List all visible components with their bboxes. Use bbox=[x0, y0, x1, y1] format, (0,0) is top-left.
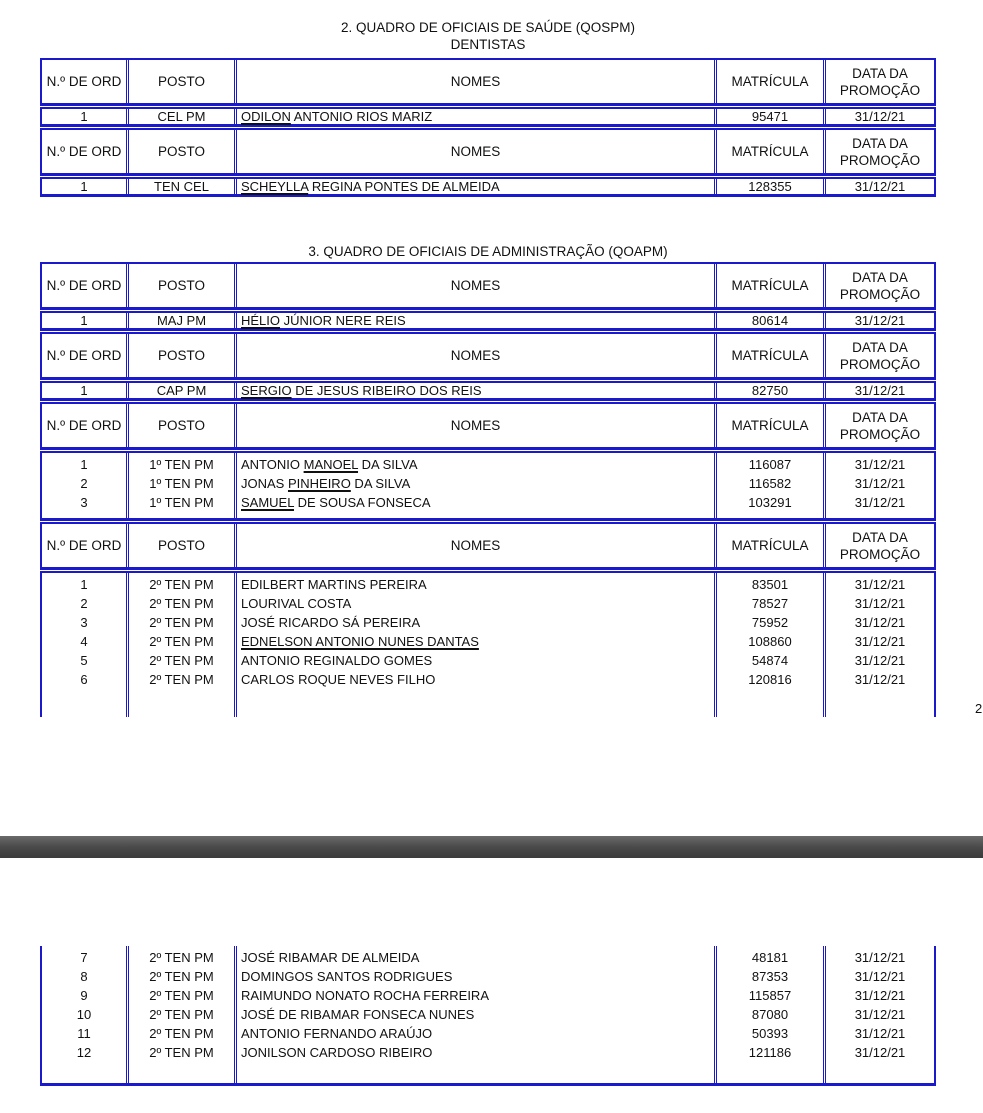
name-post: DA SILVA bbox=[358, 457, 418, 472]
cell-matricula: 120816 bbox=[748, 672, 792, 687]
cell-matricula: 87353 bbox=[751, 969, 789, 984]
cell-posto: 2º TEN PM bbox=[149, 969, 214, 984]
header-nomes: NOMES bbox=[234, 264, 714, 307]
table-header bbox=[40, 522, 936, 570]
header-ord: N.º DE ORD bbox=[46, 348, 122, 363]
cell-matricula: 78527 bbox=[751, 596, 789, 611]
cell-nome bbox=[241, 651, 714, 670]
document-page-2 bbox=[0, 858, 983, 1113]
table-row bbox=[40, 107, 936, 127]
name-underlined: HÉLIO bbox=[241, 313, 281, 328]
header-matricula: MATRÍCULA bbox=[714, 130, 823, 173]
cell-nome bbox=[234, 383, 714, 398]
table-header bbox=[40, 262, 936, 310]
cell-posto: 2º TEN PM bbox=[149, 653, 214, 668]
name-rest: ANTONIO RIOS MARIZ bbox=[290, 109, 433, 124]
header-ord: N.º DE ORD bbox=[46, 538, 122, 553]
header-posto: POSTO bbox=[126, 334, 234, 377]
cell-ord: 3 bbox=[80, 495, 88, 510]
name-post: DA SILVA bbox=[350, 476, 411, 491]
table-row-group bbox=[40, 451, 936, 521]
header-data: DATA DA PROMOÇÃO bbox=[823, 404, 934, 447]
cell-nome bbox=[241, 575, 714, 594]
cell-ord: 11 bbox=[77, 1026, 91, 1041]
col-posto bbox=[126, 946, 234, 1083]
cell-nome bbox=[234, 179, 714, 194]
header-posto: POSTO bbox=[126, 524, 234, 567]
cell-data: 31/12/21 bbox=[823, 313, 934, 328]
cell-matricula: 87080 bbox=[751, 1007, 789, 1022]
col-matricula bbox=[714, 946, 823, 1083]
cell-data: 31/12/21 bbox=[854, 988, 906, 1003]
cell-matricula: 83501 bbox=[751, 577, 789, 592]
name-pre: JONAS bbox=[241, 476, 288, 491]
cell-posto: 1º TEN PM bbox=[149, 457, 214, 472]
table-row bbox=[40, 381, 936, 401]
cell-posto: 2º TEN PM bbox=[149, 672, 214, 687]
cell-matricula: 108860 bbox=[748, 634, 792, 649]
name-underlined: ODILON bbox=[241, 109, 291, 124]
cell-data: 31/12/21 bbox=[854, 950, 906, 965]
cell-nome: JOSÉ DE RIBAMAR FONSECA NUNES bbox=[241, 1007, 475, 1022]
cell-nome: RAIMUNDO NONATO ROCHA FERREIRA bbox=[241, 988, 489, 1003]
name-underlined: EDNELSON ANTONIO NUNES DANTAS bbox=[241, 634, 479, 649]
name-post: DE SOUSA FONSECA bbox=[293, 495, 431, 510]
cell-nome bbox=[234, 109, 714, 124]
col-data bbox=[823, 573, 934, 717]
cell-posto: MAJ PM bbox=[126, 313, 234, 328]
cell-matricula: 128355 bbox=[714, 179, 823, 194]
col-nome bbox=[234, 946, 714, 1083]
header-posto: POSTO bbox=[126, 264, 234, 307]
cell-posto: CEL PM bbox=[126, 109, 234, 124]
cell-matricula: 121186 bbox=[748, 1045, 792, 1060]
cell-matricula: 48181 bbox=[751, 950, 789, 965]
header-data: DATA DA PROMOÇÃO bbox=[823, 264, 934, 307]
header-matricula: MATRÍCULA bbox=[714, 334, 823, 377]
cell-ord: 1 bbox=[80, 179, 88, 194]
header-matricula: MATRÍCULA bbox=[714, 264, 823, 307]
header-data: DATA DA PROMOÇÃO bbox=[823, 524, 934, 567]
cell-matricula: 115857 bbox=[748, 988, 792, 1003]
section-2-title: 2. QUADRO DE OFICIAIS DE SAÚDE (QOSPM) bbox=[340, 20, 636, 35]
cell-posto: 1º TEN PM bbox=[149, 495, 214, 510]
cell-data: 31/12/21 bbox=[854, 1007, 906, 1022]
dentistas-table bbox=[40, 58, 936, 197]
cell-ord: 4 bbox=[80, 634, 88, 649]
header-data: DATA DA PROMOÇÃO bbox=[823, 130, 934, 173]
name-text: LOURIVAL COSTA bbox=[241, 596, 352, 611]
table-header bbox=[40, 58, 936, 106]
cell-nome bbox=[241, 493, 714, 512]
header-nomes: NOMES bbox=[234, 130, 714, 173]
table-row-group bbox=[40, 571, 936, 717]
cell-data: 31/12/21 bbox=[854, 634, 906, 649]
cell-posto: 2º TEN PM bbox=[149, 577, 214, 592]
page-edge-mark: 2 bbox=[975, 701, 983, 716]
cell-nome bbox=[241, 455, 714, 474]
cell-data: 31/12/21 bbox=[854, 1026, 906, 1041]
cell-matricula: 95471 bbox=[714, 109, 823, 124]
name-rest: JÚNIOR NERE REIS bbox=[280, 313, 406, 328]
cell-posto: 2º TEN PM bbox=[149, 1026, 214, 1041]
cell-nome bbox=[241, 670, 714, 689]
col-data bbox=[823, 946, 934, 1083]
col-nome bbox=[234, 573, 714, 717]
cell-ord: 1 bbox=[80, 109, 88, 124]
cell-matricula: 82750 bbox=[714, 383, 823, 398]
cell-data: 31/12/21 bbox=[823, 179, 934, 194]
header-nomes: NOMES bbox=[234, 404, 714, 447]
cell-nome bbox=[241, 613, 714, 632]
name-text: JOSÉ RICARDO SÁ PEREIRA bbox=[241, 615, 421, 630]
cell-posto: 2º TEN PM bbox=[149, 950, 214, 965]
table-header bbox=[40, 402, 936, 450]
cell-ord: 6 bbox=[80, 672, 88, 687]
header-data: DATA DA PROMOÇÃO bbox=[823, 334, 934, 377]
cell-nome bbox=[241, 594, 714, 613]
name-text: EDILBERT MARTINS PEREIRA bbox=[241, 577, 427, 592]
header-nomes: NOMES bbox=[234, 334, 714, 377]
cell-data: 31/12/21 bbox=[854, 615, 906, 630]
header-posto: POSTO bbox=[126, 130, 234, 173]
administracao-table bbox=[40, 262, 936, 717]
col-matricula bbox=[714, 573, 823, 717]
header-ord: N.º DE ORD bbox=[46, 278, 122, 293]
cell-data: 31/12/21 bbox=[854, 969, 906, 984]
table-row-group bbox=[40, 946, 936, 1086]
cell-matricula: 50393 bbox=[751, 1026, 789, 1041]
cell-data: 31/12/21 bbox=[854, 1045, 906, 1060]
cell-data: 31/12/21 bbox=[854, 672, 906, 687]
cell-matricula: 75952 bbox=[751, 615, 789, 630]
col-matricula bbox=[714, 453, 823, 518]
cell-posto: 2º TEN PM bbox=[149, 634, 214, 649]
cell-ord: 1 bbox=[80, 577, 88, 592]
cell-ord: 3 bbox=[80, 615, 88, 630]
cell-ord: 5 bbox=[80, 653, 88, 668]
cell-posto: 2º TEN PM bbox=[149, 596, 214, 611]
name-underlined: SAMUEL bbox=[241, 495, 294, 510]
cell-ord: 1 bbox=[80, 457, 88, 472]
col-ord bbox=[42, 453, 126, 518]
col-posto bbox=[126, 573, 234, 717]
cell-ord: 12 bbox=[76, 1045, 92, 1060]
cell-matricula: 116582 bbox=[748, 476, 792, 491]
cell-nome bbox=[241, 474, 714, 493]
cell-data: 31/12/21 bbox=[854, 577, 906, 592]
page-separator bbox=[0, 836, 983, 858]
header-matricula: MATRÍCULA bbox=[714, 404, 823, 447]
header-ord: N.º DE ORD bbox=[46, 144, 122, 159]
cell-data: 31/12/21 bbox=[823, 109, 934, 124]
cell-data: 31/12/21 bbox=[854, 457, 906, 472]
header-ord: N.º DE ORD bbox=[46, 418, 122, 433]
name-pre: ANTONIO bbox=[241, 457, 304, 472]
cell-data: 31/12/21 bbox=[854, 476, 906, 491]
header-matricula: MATRÍCULA bbox=[714, 524, 823, 567]
cell-posto: 2º TEN PM bbox=[149, 988, 214, 1003]
section-2-subtitle: DENTISTAS bbox=[450, 37, 526, 52]
cell-posto: 1º TEN PM bbox=[149, 476, 214, 491]
name-text: ANTONIO REGINALDO GOMES bbox=[241, 653, 433, 668]
cell-nome: JOSÉ RIBAMAR DE ALMEIDA bbox=[241, 950, 420, 965]
col-data bbox=[823, 453, 934, 518]
cell-ord: 10 bbox=[76, 1007, 92, 1022]
cell-nome: ANTONIO FERNANDO ARAÚJO bbox=[241, 1026, 433, 1041]
header-nomes: NOMES bbox=[234, 60, 714, 103]
cell-posto: 2º TEN PM bbox=[149, 1045, 214, 1060]
cell-data: 31/12/21 bbox=[854, 495, 906, 510]
col-nome bbox=[234, 453, 714, 518]
cell-data: 31/12/21 bbox=[823, 383, 934, 398]
header-ord: N.º DE ORD bbox=[46, 74, 122, 89]
col-posto bbox=[126, 453, 234, 518]
cell-nome bbox=[241, 632, 714, 651]
name-underlined: MANOEL bbox=[303, 457, 359, 472]
table-header bbox=[40, 128, 936, 176]
header-data: DATA DA PROMOÇÃO bbox=[823, 60, 934, 103]
cell-ord: 1 bbox=[80, 383, 88, 398]
cell-ord: 2 bbox=[80, 596, 88, 611]
header-posto: POSTO bbox=[126, 60, 234, 103]
col-ord bbox=[42, 946, 126, 1083]
name-underlined: PINHEIRO bbox=[287, 476, 351, 491]
cell-ord: 7 bbox=[80, 950, 88, 965]
cell-nome bbox=[234, 313, 714, 328]
cell-matricula: 80614 bbox=[714, 313, 823, 328]
table-row bbox=[40, 311, 936, 331]
cell-matricula: 103291 bbox=[748, 495, 792, 510]
header-matricula: MATRÍCULA bbox=[714, 60, 823, 103]
cell-matricula: 54874 bbox=[751, 653, 789, 668]
name-underlined: SCHEYLLA bbox=[241, 179, 309, 194]
cell-data: 31/12/21 bbox=[854, 653, 906, 668]
cell-posto: 2º TEN PM bbox=[149, 1007, 214, 1022]
cell-matricula: 116087 bbox=[748, 457, 792, 472]
name-text: CARLOS ROQUE NEVES FILHO bbox=[241, 672, 436, 687]
cell-ord: 1 bbox=[80, 313, 88, 328]
cell-ord: 2 bbox=[80, 476, 88, 491]
cell-nome: DOMINGOS SANTOS RODRIGUES bbox=[241, 969, 453, 984]
section-3-title: 3. QUADRO DE OFICIAIS DE ADMINISTRAÇÃO (QOAPM) bbox=[308, 244, 668, 259]
table-header bbox=[40, 332, 936, 380]
cell-posto: CAP PM bbox=[126, 383, 234, 398]
header-nomes: NOMES bbox=[234, 524, 714, 567]
col-ord bbox=[42, 573, 126, 717]
name-underlined: SERGIO bbox=[241, 383, 292, 398]
table-row bbox=[40, 177, 936, 197]
name-rest: REGINA PONTES DE ALMEIDA bbox=[308, 179, 500, 194]
cell-ord: 8 bbox=[80, 969, 88, 984]
administracao-table-continued bbox=[40, 946, 936, 1086]
cell-data: 31/12/21 bbox=[854, 596, 906, 611]
header-posto: POSTO bbox=[126, 404, 234, 447]
cell-posto: 2º TEN PM bbox=[149, 615, 214, 630]
cell-nome: JONILSON CARDOSO RIBEIRO bbox=[241, 1045, 433, 1060]
cell-posto: TEN CEL bbox=[126, 179, 234, 194]
name-rest: DE JESUS RIBEIRO DOS REIS bbox=[291, 383, 482, 398]
cell-ord: 9 bbox=[80, 988, 88, 1003]
